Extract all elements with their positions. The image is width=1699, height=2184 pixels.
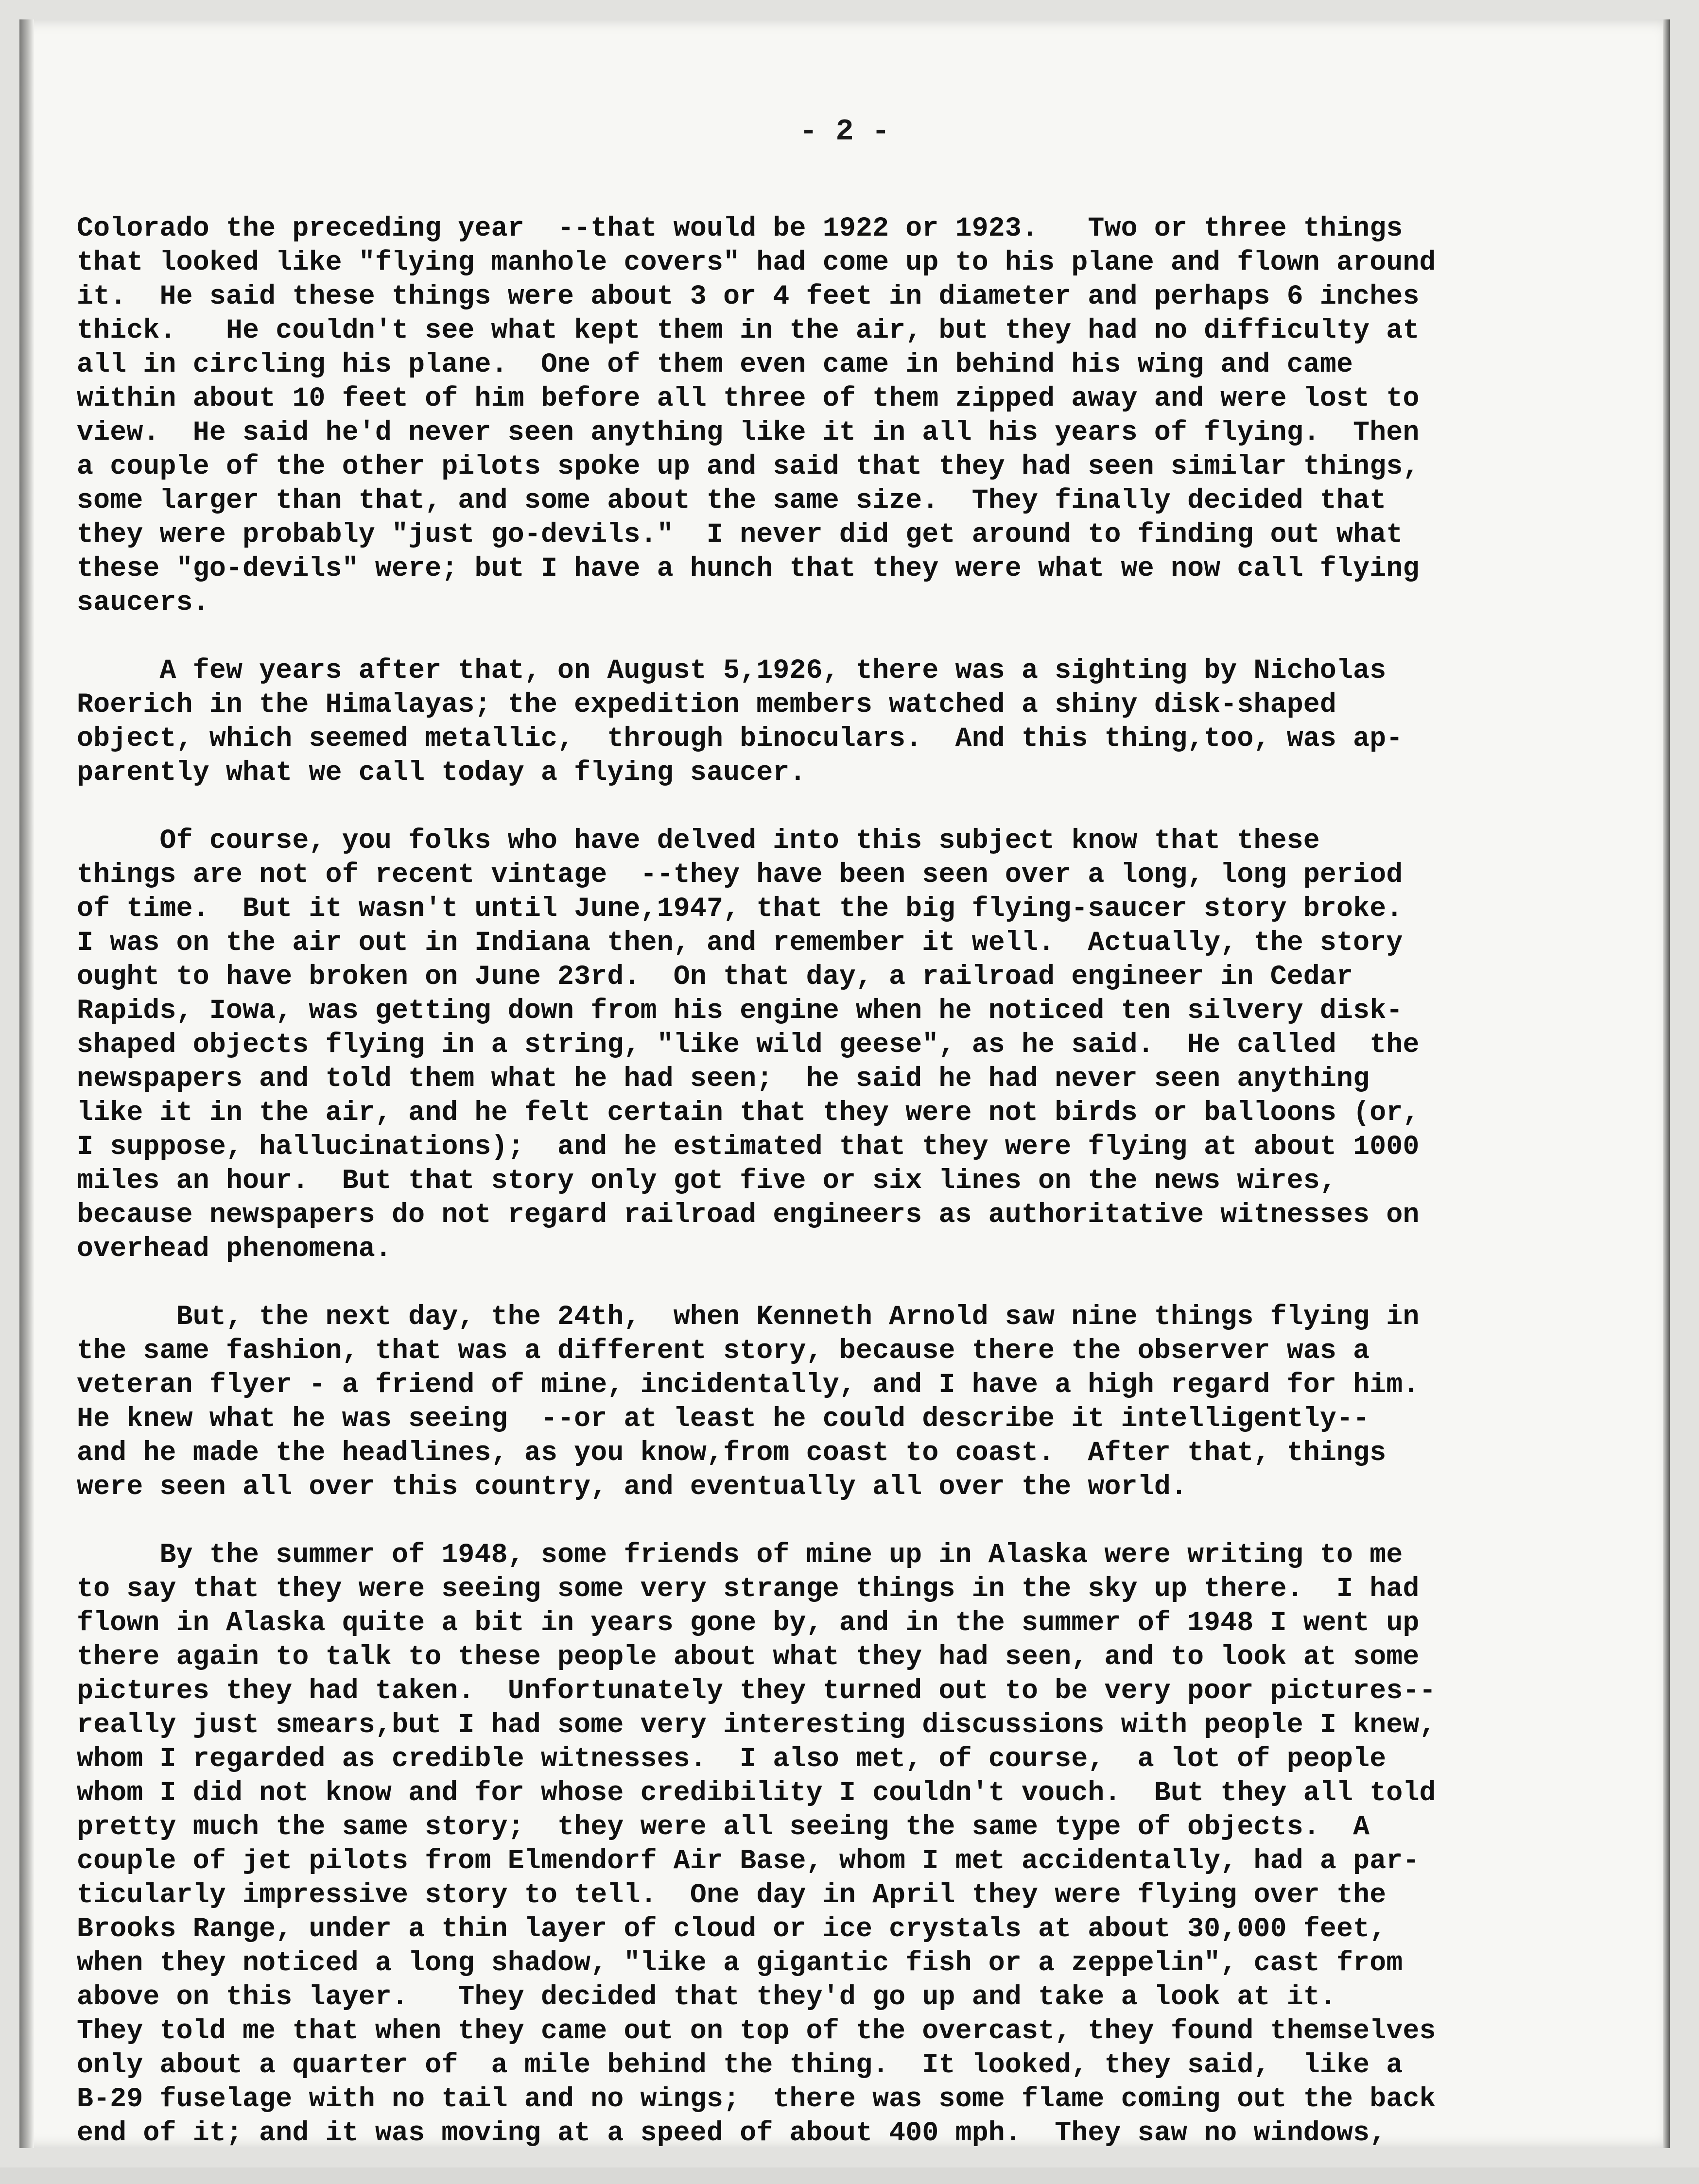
text-line: A few years after that, on August 5,1926, there was a sighting by Nicholas: [77, 655, 1387, 686]
binding-edge: [19, 19, 34, 2148]
text-line: By the summer of 1948, some friends of mine up in Alaska were writing to me: [77, 1539, 1403, 1570]
paragraph: [77, 211, 1544, 619]
text-line: were seen all over this country, and eventually all over the world.: [77, 1471, 1188, 1502]
text-line: end of it; and it was moving at a speed of about 400 mph. They saw no windows,: [77, 2117, 1387, 2149]
text-line: really just smears,but I had some very interesting discussions with people I knew,: [77, 1709, 1436, 1740]
text-line: thick. He couldn't see what kept them in the air, but they had no difficulty at: [77, 315, 1420, 346]
text-line: ticularly impressive story to tell. One day in April they were flying over the: [77, 1879, 1387, 1910]
paragraph: [77, 824, 1544, 1266]
text-line: the same fashion, that was a different story, because there the observer was a: [77, 1335, 1370, 1366]
text-line: things are not of recent vintage --they have been seen over a long, long period: [77, 859, 1403, 890]
text-line: all in circling his plane. One of them even came in behind his wing and came: [77, 349, 1353, 380]
text-line: whom I regarded as credible witnesses. I also met, of course, a lot of people: [77, 1743, 1387, 1774]
text-line: object, which seemed metallic, through binoculars. And this thing,too, was ap-: [77, 723, 1403, 754]
text-line: veteran flyer - a friend of mine, incidentally, and I have a high regard for him.: [77, 1369, 1420, 1400]
text-line: when they noticed a long shadow, "like a gigantic fish or a zeppelin", cast from: [77, 1947, 1403, 1978]
text-line: pretty much the same story; they were all seeing the same type of objects. A: [77, 1811, 1370, 1842]
text-line: and he made the headlines, as you know,from coast to coast. After that, things: [77, 1437, 1387, 1468]
text-line: flown in Alaska quite a bit in years gone by, and in the summer of 1948 I went up: [77, 1607, 1420, 1638]
text-line: shaped objects flying in a string, "like wild geese", as he said. He called the: [77, 1029, 1420, 1060]
text-line: only about a quarter of a mile behind the thing. It looked, they said, like a: [77, 2049, 1403, 2081]
text-line: Of course, you folks who have delved into this subject know that these: [77, 825, 1320, 856]
text-line: because newspapers do not regard railroad engineers as authoritative witnesses on: [77, 1199, 1420, 1230]
text-line: pictures they had taken. Unfortunately they turned out to be very poor pictures--: [77, 1675, 1436, 1706]
page-right-edge: [1663, 19, 1670, 2148]
text-line: ought to have broken on June 23rd. On that day, a railroad engineer in Cedar: [77, 961, 1353, 992]
text-line: that looked like "flying manhole covers" had come up to his plane and flown around: [77, 247, 1436, 278]
text-line: But, the next day, the 24th, when Kenneth Arnold saw nine things flying in: [77, 1301, 1420, 1332]
text-line: B-29 fuselage with no tail and no wings; there was some flame coming out the back: [77, 2083, 1436, 2115]
text-line: Colorado the preceding year --that would be 1922 or 1923. Two or three things: [77, 213, 1403, 244]
text-line: these "go-devils" were; but I have a hunch that they were what we now call flying: [77, 553, 1420, 584]
page-number: - 2 -: [799, 114, 890, 149]
text-line: there again to talk to these people about what they had seen, and to look at some: [77, 1641, 1420, 1672]
text-line: they were probably "just go-devils." I never did get around to finding out what: [77, 519, 1403, 550]
text-line: I was on the air out in Indiana then, and remember it well. Actually, the story: [77, 927, 1403, 958]
text-line: within about 10 feet of him before all three of them zipped away and were lost to: [77, 383, 1420, 414]
text-line: a couple of the other pilots spoke up and said that they had seen similar things,: [77, 451, 1420, 482]
text-line: some larger than that, and some about the same size. They finally decided that: [77, 485, 1387, 516]
text-line: to say that they were seeing some very strange things in the sky up there. I had: [77, 1573, 1420, 1604]
text-line: overhead phenomena.: [77, 1233, 392, 1264]
typed-page: [19, 19, 1670, 2148]
text-line: couple of jet pilots from Elmendorf Air Base, whom I met accidentally, had a par-: [77, 1845, 1420, 1876]
text-line: miles an hour. But that story only got five or six lines on the news wires,: [77, 1165, 1337, 1196]
text-line: Brooks Range, under a thin layer of cloud or ice crystals at about 30,000 feet,: [77, 1913, 1387, 1944]
body-text: [77, 211, 1544, 2184]
text-line: Rapids, Iowa, was getting down from his engine when he noticed ten silvery disk-: [77, 995, 1403, 1026]
text-line: saucers.: [77, 587, 209, 618]
text-line: above on this layer. They decided that they'd go up and take a look at it.: [77, 1981, 1337, 2012]
text-line: I suppose, hallucinations); and he estimated that they were flying at about 1000: [77, 1131, 1420, 1162]
text-line: it. He said these things were about 3 or 4 feet in diameter and perhaps 6 inches: [77, 281, 1420, 312]
paragraph: [77, 653, 1544, 790]
text-line: view. He said he'd never seen anything like it in all his years of flying. Then: [77, 417, 1420, 448]
text-line: parently what we call today a flying saucer.: [77, 757, 806, 788]
text-line: They told me that when they came out on top of the overcast, they found themselves: [77, 2015, 1436, 2046]
paragraph: [77, 1300, 1544, 1504]
text-line: He knew what he was seeing --or at least he could describe it intelligently--: [77, 1403, 1370, 1434]
text-line: like it in the air, and he felt certain that they were not birds or balloons (or,: [77, 1097, 1420, 1128]
text-line: Roerich in the Himalayas; the expedition members watched a shiny disk-shaped: [77, 689, 1337, 720]
text-line: newspapers and told them what he had seen; he said he had never seen anything: [77, 1063, 1370, 1094]
paragraph: [77, 1538, 1544, 2150]
text-line: whom I did not know and for whose credibility I couldn't vouch. But they all told: [77, 1777, 1436, 1808]
text-line: of time. But it wasn't until June,1947, that the big flying-saucer story broke.: [77, 893, 1403, 924]
